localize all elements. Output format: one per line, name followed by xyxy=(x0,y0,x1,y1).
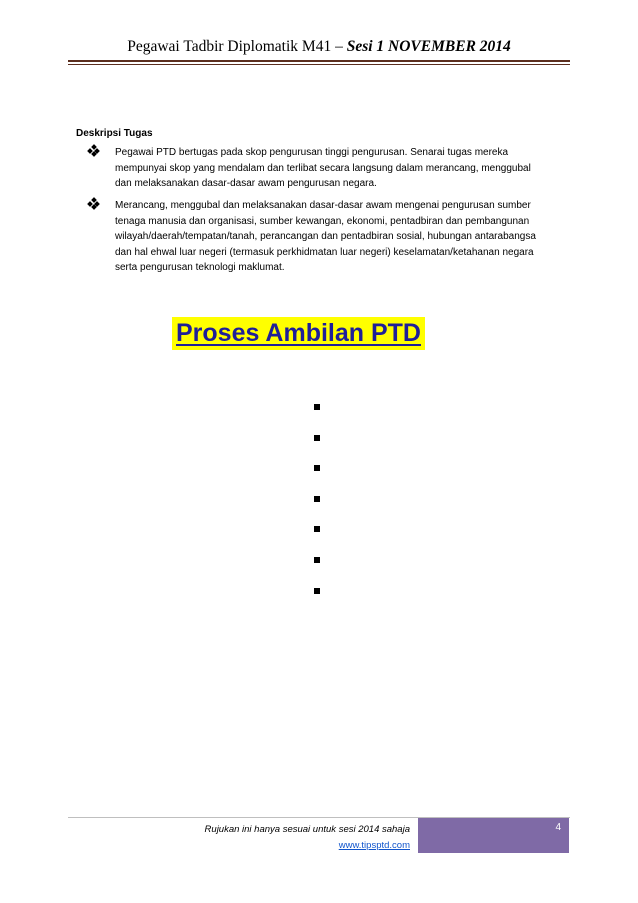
section-title: Deskripsi Tugas xyxy=(76,128,153,139)
list-bullet-2 xyxy=(314,435,320,441)
footer-note: Rujukan ini hanya sesuai untuk sesi 2014 sahaja xyxy=(204,824,410,835)
list-bullet-6 xyxy=(314,557,320,563)
bullet-item-1 xyxy=(88,145,548,192)
diamond-bullet-icon xyxy=(88,198,102,215)
header-rule-thick xyxy=(68,60,570,62)
list-bullet-5 xyxy=(314,526,320,532)
footer-link[interactable]: www.tipsptd.com xyxy=(338,840,410,851)
page-header xyxy=(60,38,578,56)
header-session: Sesi 1 NOVEMBER 2014 xyxy=(346,38,511,55)
bullet-text-2: Merancang, menggubal dan melaksanakan dasar-dasar awam mengenai pengurusan sumber tenaga manusia dan organisasi, sumber kewangan, ekonomi, pentadbiran dan pembangunan wilayah/daerah/tempatan/tanah, perancangan dan pentadbiran sosial, hubungan antarabangsa dan hal ehwal luar negeri (termasuk perkhidmatan luar negeri) keselamatan/ketahanan negara serta pengurusan teknologi maklumat. xyxy=(115,200,536,274)
diamond-bullet-icon xyxy=(88,145,102,162)
list-bullet-3 xyxy=(314,465,320,471)
page-number-box xyxy=(418,818,569,853)
header-title: Pegawai Tadbir Diplomatik M41 – xyxy=(127,38,347,55)
list-bullet-1 xyxy=(314,404,320,410)
list-bullet-4 xyxy=(314,496,320,502)
list-bullet-7 xyxy=(314,588,320,594)
proses-heading: Proses Ambilan PTD xyxy=(172,317,425,350)
header-rule-thin xyxy=(68,64,570,65)
bullet-text-1: Pegawai PTD bertugas pada skop pengurusan tinggi pengurusan. Senarai tugas mereka mempunyai skop yang mendalam dan terlibat secara langsung dalam merancang, menggubal dan melaksanakan dasar-dasar awam pengurusan negara. xyxy=(115,147,531,190)
page-number: 4 xyxy=(555,822,561,833)
bullet-item-2 xyxy=(88,198,548,276)
